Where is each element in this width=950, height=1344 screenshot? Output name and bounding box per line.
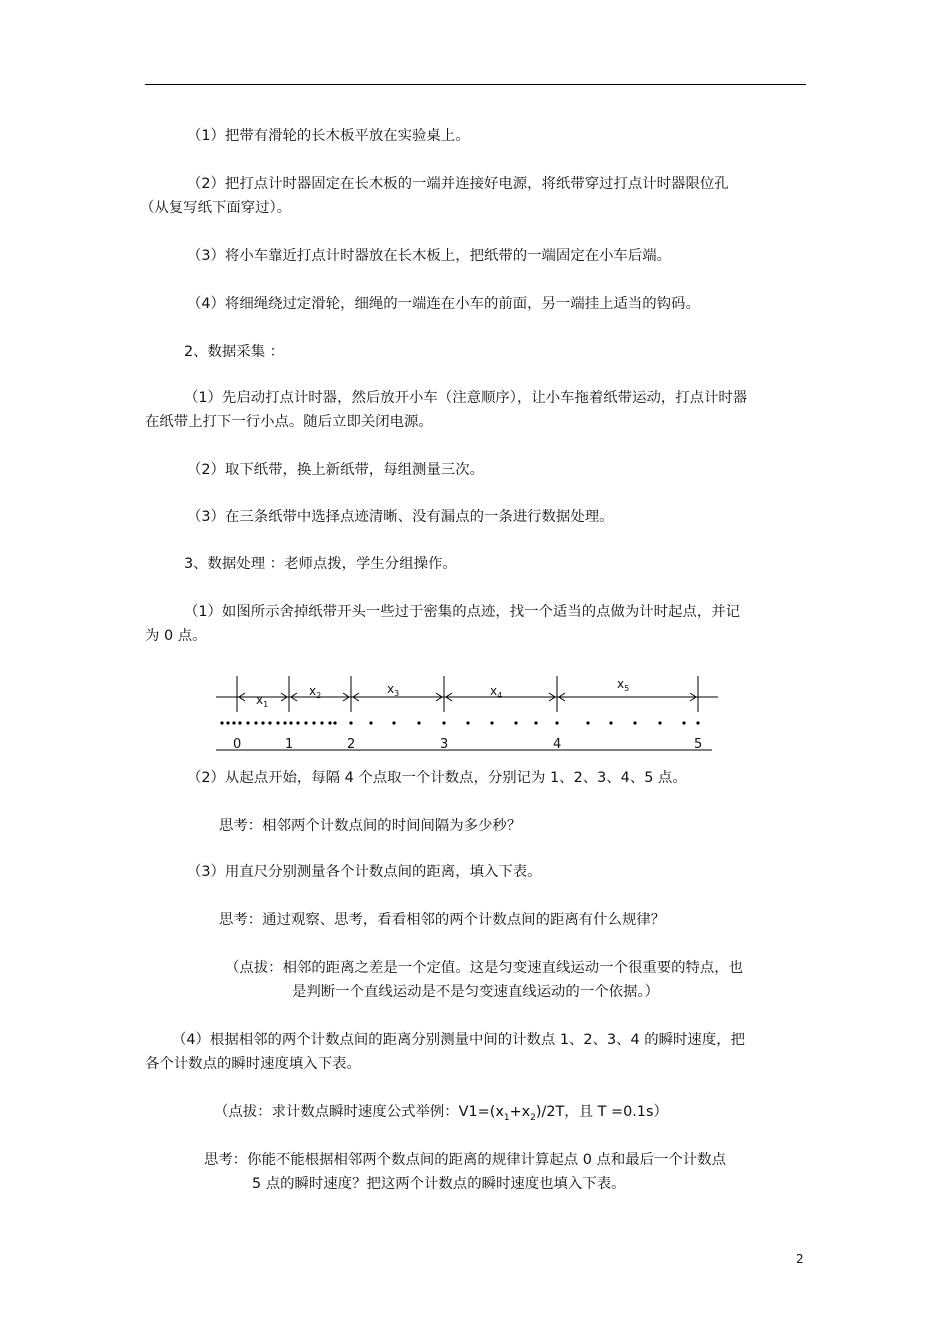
tape-dot <box>466 721 469 724</box>
segment-label-5: $x_5$ <box>617 677 630 693</box>
tape-dot <box>392 721 395 724</box>
tape-dot <box>289 721 292 724</box>
tape-dot <box>696 721 699 724</box>
tape-dot <box>658 721 661 724</box>
segment-sub-3: 3 <box>394 689 400 698</box>
tape-dot <box>609 721 612 724</box>
segment-sub-5: 5 <box>624 684 630 693</box>
segment-label-1: $x_1$ <box>256 693 269 709</box>
tape-dot <box>226 721 229 724</box>
think-3: 思考：你能不能根据相邻两个数点间的距离的规律计算起点 0 点和最后一个计数点 <box>204 1152 726 1168</box>
point-label-0: 0 <box>233 737 242 752</box>
section-2-item-1-cont: 在纸带上打下一行小点。随后立即关闭电源。 <box>145 414 433 430</box>
tape-dot <box>232 721 235 724</box>
section-2-heading: 2、数据采集 ： <box>184 344 285 360</box>
tape-dot <box>417 721 420 724</box>
tape-dot <box>633 721 636 724</box>
section-3-item-4-cont: 各个计数点的瞬时速度填入下表。 <box>145 1056 361 1072</box>
tape-dot <box>312 721 315 724</box>
section-3-item-2: （2）从起点开始，每隔 4 个点取一个计数点，分别记为 1、2、3、4、5 点。 <box>187 770 687 786</box>
think-2: 思考：通过观察、思考，看看相邻的两个计数点间的距离有什么规律？ <box>219 912 666 928</box>
tape-dot <box>268 721 271 724</box>
setup-step-2: （2）把打点计时器固定在长木板的一端并连接好电源，将纸带穿过打点计时器限位孔 <box>187 176 729 192</box>
setup-step-4: （4）将细绳绕过定滑轮，细绳的一端连在小车的前面，另一端挂上适当的钩码。 <box>187 296 700 312</box>
section-3-item-3: （3）用直尺分别测量各个计数点间的距离，填入下表。 <box>187 864 542 880</box>
tape-dot <box>369 721 372 724</box>
tape-dot <box>296 721 299 724</box>
point-label-1: 1 <box>285 737 294 752</box>
tape-dot <box>333 721 336 724</box>
hint-2-formula: （点拔：求计数点瞬时速度公式举例：$V1=(x_1+x_2)/2T$，且 T =0.1s） <box>214 1104 668 1123</box>
hint-1-cont: 是判断一个直线运动是不是匀变速直线运动的一个依据。） <box>292 984 659 1000</box>
tape-dot <box>514 721 517 724</box>
page-number: 2 <box>796 1252 804 1266</box>
tape-dot <box>261 721 264 724</box>
tape-dot <box>328 721 331 724</box>
hint-1: （点拔：相邻的距离之差是一个定值。这是匀变速直线运动一个很重要的特点，也 <box>225 960 744 976</box>
section-3-heading: 3、数据处理 ：老师点拨，学生分组操作。 <box>184 556 457 572</box>
point-label-2: 2 <box>347 737 356 752</box>
section-3-item-4: （4）根据相邻的两个计数点间的距离分别测量中间的计数点 1、2、3、4 的瞬时速度，把 <box>172 1032 745 1048</box>
tick-marks <box>237 676 698 712</box>
segment-label-3: $x_3$ <box>387 682 400 698</box>
section-3-item-1-cont: 为 0 点。 <box>145 628 207 644</box>
section-2-item-2: （2）取下纸带，换上新纸带，每组测量三次。 <box>187 462 484 478</box>
setup-step-1: （1）把带有滑轮的长木板平放在实验桌上。 <box>187 128 470 144</box>
paper-tape-diagram <box>200 668 740 758</box>
tape-dots <box>220 721 699 724</box>
point-label-4: 4 <box>553 737 562 752</box>
tape-dot <box>555 721 558 724</box>
tape-dot <box>534 721 537 724</box>
segment-labels <box>256 677 629 709</box>
tape-dot <box>490 721 493 724</box>
tape-dot <box>304 721 307 724</box>
header-rule <box>145 84 806 85</box>
section-2-item-1: （1）先启动打点计时器，然后放开小车（注意顺序），让小车拖着纸带运动，打点计时器 <box>184 390 748 406</box>
tape-dot <box>349 721 352 724</box>
tape-dot <box>238 721 241 724</box>
tape-dot <box>254 721 257 724</box>
tape-dot <box>220 721 223 724</box>
segment-label-2: $x_2$ <box>309 684 322 700</box>
think-3-cont: 5 点的瞬时速度？把这两个计数点的瞬时速度也填入下表。 <box>252 1176 626 1192</box>
tape-dot <box>320 721 323 724</box>
point-label-5: 5 <box>694 737 703 752</box>
setup-step-2-cont: （从复写纸下面穿过）。 <box>140 200 292 216</box>
segment-label-4: $x_4$ <box>490 684 503 700</box>
tape-dot <box>276 721 279 724</box>
segment-sub-2: 2 <box>316 691 322 700</box>
setup-step-3: （3）将小车靠近打点计时器放在长木板上，把纸带的一端固定在小车后端。 <box>187 248 672 264</box>
point-label-3: 3 <box>440 737 449 752</box>
segment-sub-4: 4 <box>497 691 503 700</box>
tape-dot <box>586 721 589 724</box>
section-3-item-1: （1）如图所示舍掉纸带开头一些过于密集的点迹，找一个适当的点做为计时起点，并记 <box>184 604 741 620</box>
tape-dot <box>442 721 445 724</box>
segment-sub-1: 1 <box>263 700 269 709</box>
think-1: 思考：相邻两个计数点间的时间间隔为多少秒？ <box>219 818 522 834</box>
tape-dot <box>246 721 249 724</box>
tape-dot <box>682 721 685 724</box>
tape-dot <box>283 721 286 724</box>
section-2-item-3: （3）在三条纸带中选择点迹清晰、没有漏点的一条进行数据处理。 <box>187 509 614 525</box>
